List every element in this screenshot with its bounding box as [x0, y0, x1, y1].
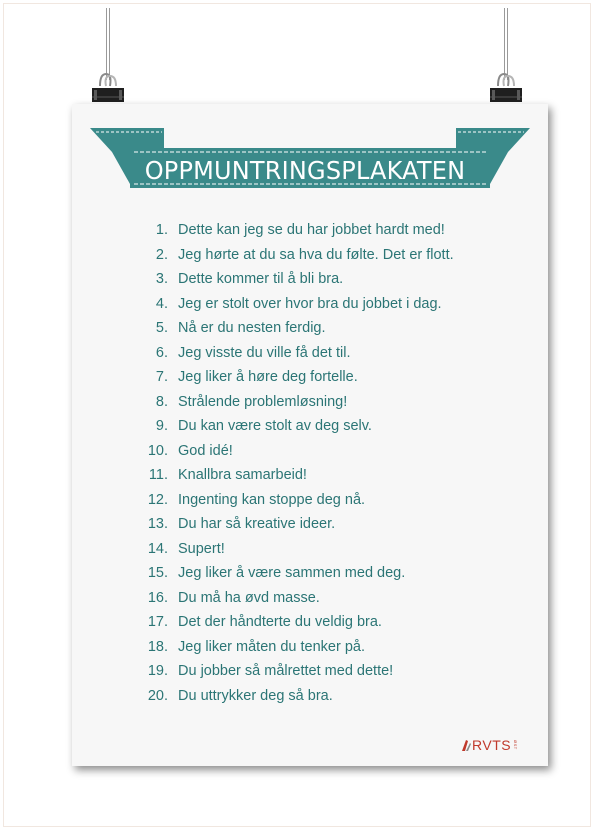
rvts-logo-icon: [460, 738, 472, 752]
list-item: 13. Du har så kreative ideer.: [147, 516, 336, 532]
logo-subtext: ØST: [513, 740, 519, 750]
list-item: 16. Du må ha øvd masse.: [147, 589, 320, 606]
binder-clip-icon: [90, 72, 126, 110]
list-item: 11. Knallbra samarbeid!: [148, 467, 307, 483]
list-item: 2. Jeg hørte at du sa hva du følte. Det er flott.: [155, 246, 454, 263]
binder-clip-icon: [488, 72, 524, 110]
list-item: 15. Jeg liker å være sammen med deg.: [147, 565, 406, 581]
poster: [72, 104, 548, 766]
list-item: 7. Jeg liker å høre deg fortelle.: [155, 369, 358, 385]
hanging-wire-right: [504, 8, 508, 80]
list-item: 4. Jeg er stolt over hvor bra du jobbet i dag.: [155, 295, 442, 312]
list-item: 6. Jeg visste du ville få det til.: [155, 344, 351, 361]
list-item: 8. Strålende problemløsning!: [155, 393, 348, 410]
hanging-wire-left: [106, 8, 110, 80]
list-item: 1. Dette kan jeg se du har jobbet hardt med!: [155, 222, 445, 238]
logo-text: RVTS: [472, 737, 512, 753]
list-item: 18. Jeg liker måten du tenker på.: [147, 638, 365, 655]
list-item: 20. Du uttrykker deg så bra.: [147, 687, 333, 704]
encouragement-list: [130, 218, 454, 708]
list-item: 12. Ingenting kan stoppe deg nå.: [147, 491, 366, 508]
rvts-logo: [460, 738, 518, 752]
list-item: 17. Det der håndterte du veldig bra.: [147, 614, 382, 630]
list-item: 10. God idé!: [147, 442, 233, 459]
list-item: 5. Nå er du nesten ferdig.: [155, 320, 326, 336]
list-item: 19. Du jobber så målrettet med dette!: [147, 663, 394, 679]
poster-title: OPPMUNTRINGSPLAKATEN: [144, 155, 466, 185]
list-item: 9. Du kan være stolt av deg selv.: [155, 418, 372, 434]
list-item: 3. Dette kommer til å bli bra.: [155, 271, 344, 287]
list-item: 14. Supert!: [147, 540, 225, 557]
